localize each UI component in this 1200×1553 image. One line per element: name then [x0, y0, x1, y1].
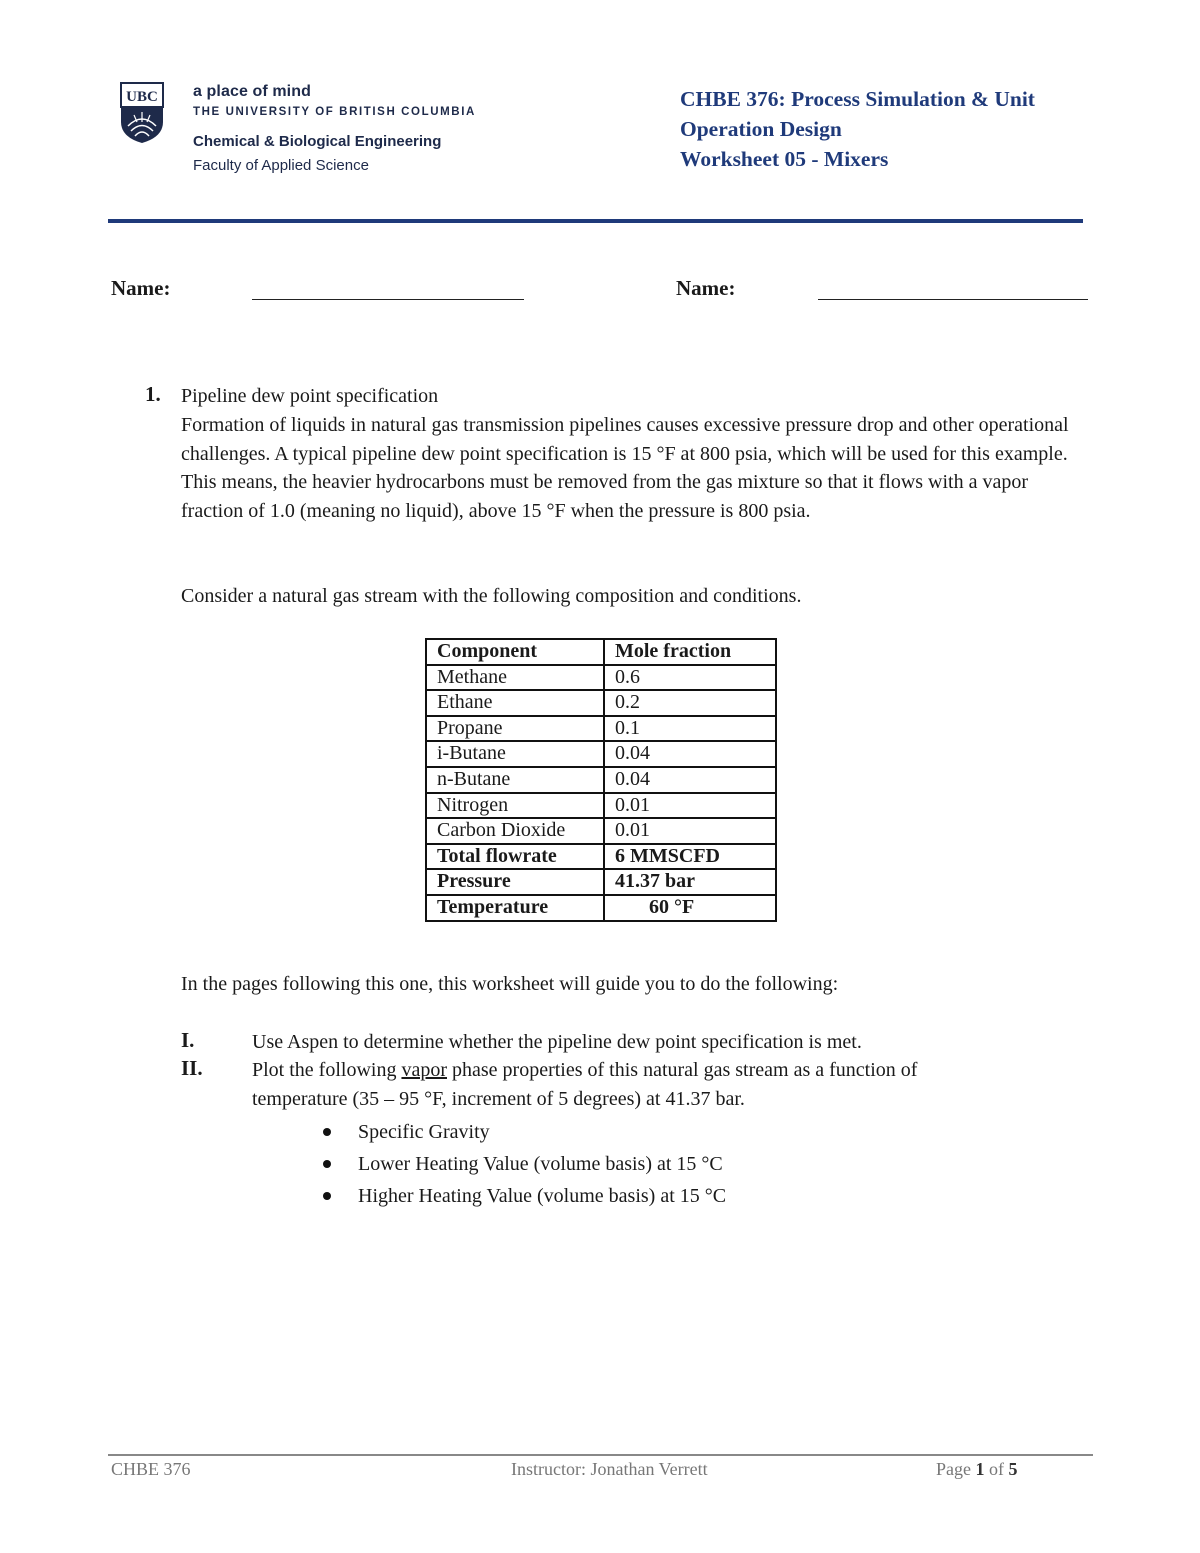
footer-divider: [108, 1454, 1093, 1456]
header-divider: [108, 219, 1083, 223]
bullet-text: Specific Gravity: [358, 1121, 490, 1143]
brand-tagline: a place of mind: [193, 83, 311, 100]
bullet-icon: [323, 1192, 331, 1200]
bullet-icon: [323, 1128, 331, 1136]
table-row-condition: [426, 844, 776, 870]
name-field-2[interactable]: [818, 299, 1088, 300]
name-label-1: Name:: [111, 276, 171, 300]
table-cell-component: Carbon Dioxide: [426, 818, 604, 844]
table-header-component: Component: [426, 639, 604, 665]
table-cell-value: 0.04: [604, 741, 776, 767]
task-text-1: Use Aspen to determine whether the pipeline dew point specification is met.: [252, 1031, 862, 1053]
table-header-mole-fraction: Mole fraction: [604, 639, 776, 665]
table-row: [426, 665, 776, 691]
footer-page-total: 5: [1008, 1459, 1018, 1479]
question-body: Formation of liquids in natural gas transmission pipelines causes excessive pressure drop and other operational challenges. A typical pipeline dew point specification is 15 °F at 800 psia, which will be used for this example. This means, the heavier hydrocarbons must be removed from the gas mixture so that it flows with a vapor fraction of 1.0 (meaning no liquid), above 15 °F when the pressure is 800 psia.: [181, 413, 1069, 523]
brand-department: Chemical & Biological Engineering: [193, 133, 442, 150]
table-cell-component: Nitrogen: [426, 793, 604, 819]
table-cell-component: i-Butane: [426, 741, 604, 767]
footer-page-current: 1: [975, 1459, 985, 1479]
bullet-text: Lower Heating Value (volume basis) at 15 °C: [358, 1153, 723, 1175]
table-cell-component: n-Butane: [426, 767, 604, 793]
ubc-logo-icon: [120, 82, 164, 144]
question-title: Pipeline dew point specification: [181, 385, 439, 407]
name-field-1[interactable]: [252, 299, 524, 300]
task-2-underlined: vapor: [401, 1059, 447, 1081]
table-cell-condition: Temperature: [426, 895, 604, 921]
brand-block: [193, 82, 476, 176]
table-cell-value: 0.2: [604, 690, 776, 716]
list-item: [323, 1180, 726, 1212]
course-title: [680, 84, 1035, 174]
task-2-line-1: [252, 1056, 1092, 1085]
task-2-line-2: temperature (35 – 95 °F, increment of 5 degrees) at 41.37 bar.: [252, 1087, 745, 1110]
table-cell-condition: Total flowrate: [426, 844, 604, 870]
task-numeral-2: II.: [181, 1056, 203, 1080]
course-line-2: Operation Design: [680, 117, 842, 141]
table-row: [426, 793, 776, 819]
table-row: [426, 690, 776, 716]
name-label-2: Name:: [676, 276, 736, 300]
table-row-condition: [426, 869, 776, 895]
table-cell-value: 0.01: [604, 818, 776, 844]
table-cell-value: 0.01: [604, 793, 776, 819]
course-line-3: Worksheet 05 - Mixers: [680, 147, 889, 171]
question-number: 1.: [145, 382, 161, 406]
footer-instructor: Instructor: Jonathan Verrett: [511, 1459, 708, 1479]
table-cell-value: 0.6: [604, 665, 776, 691]
table-cell-condition-value: 41.37 bar: [604, 869, 776, 895]
task-numeral-1: I.: [181, 1028, 195, 1052]
table-cell-component: Propane: [426, 716, 604, 742]
bullet-text: Higher Heating Value (volume basis) at 15 °C: [358, 1185, 727, 1207]
bullet-icon: [323, 1160, 331, 1168]
footer-page-prefix: Page: [936, 1459, 976, 1479]
footer-page-mid: of: [984, 1459, 1009, 1479]
task-text-2: [252, 1056, 1092, 1114]
composition-table: [425, 638, 777, 922]
table-row: [426, 767, 776, 793]
property-bullet-list: [323, 1116, 726, 1212]
table-cell-value: 0.04: [604, 767, 776, 793]
footer-course: CHBE 376: [111, 1459, 191, 1479]
table-row: [426, 716, 776, 742]
list-item: [323, 1148, 726, 1180]
table-cell-component: Methane: [426, 665, 604, 691]
consider-text: Consider a natural gas stream with the following composition and conditions.: [181, 585, 802, 607]
logo-text: UBC: [126, 89, 158, 105]
table-row: [426, 741, 776, 767]
table-cell-condition-value: 60 °F: [604, 895, 776, 921]
task-2-text-before: Plot the following: [252, 1059, 402, 1081]
table-header-row: [426, 639, 776, 665]
course-line-1: CHBE 376: Process Simulation & Unit: [680, 87, 1035, 111]
table-row: [426, 818, 776, 844]
brand-university: THE UNIVERSITY OF BRITISH COLUMBIA: [193, 106, 476, 118]
list-item: [323, 1116, 726, 1148]
table-cell-condition: Pressure: [426, 869, 604, 895]
question-paragraph: [181, 382, 1091, 526]
task-2-text-after: phase properties of this natural gas stream as a function of: [447, 1059, 918, 1081]
brand-faculty: Faculty of Applied Science: [193, 157, 369, 174]
footer-page-number: [936, 1459, 1018, 1480]
table-cell-component: Ethane: [426, 690, 604, 716]
table-cell-condition-value: 6 MMSCFD: [604, 844, 776, 870]
table-cell-value: 0.1: [604, 716, 776, 742]
table-row-condition: [426, 895, 776, 921]
guide-intro: In the pages following this one, this worksheet will guide you to do the following:: [181, 973, 839, 995]
